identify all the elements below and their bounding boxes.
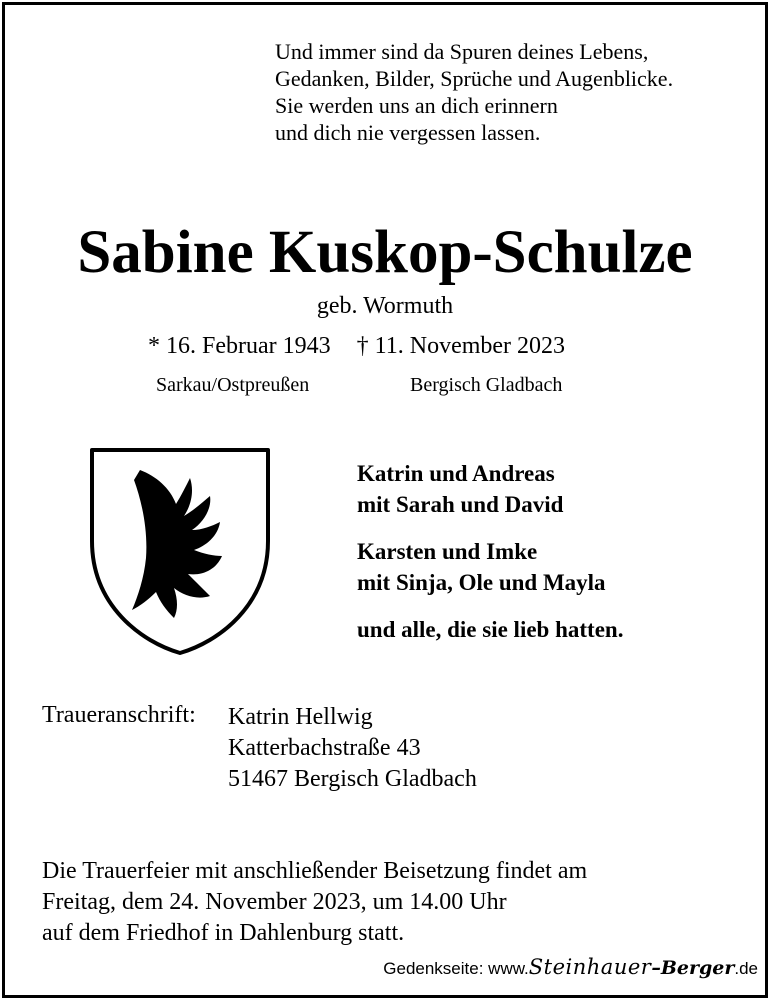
- mourner-line: mit Sinja, Ole und Mayla: [357, 570, 606, 595]
- poem-line: Sie werden uns an dich erinnern: [275, 93, 558, 118]
- footer-label: Gedenkseite: www.: [383, 959, 529, 978]
- domain-suffix: .de: [734, 959, 758, 978]
- death-date: † 11. November 2023: [356, 333, 566, 359]
- ceremony-line: auf dem Friedhof in Dahlenburg statt.: [42, 920, 405, 946]
- ceremony-notice: [42, 856, 587, 949]
- poem-line: Und immer sind da Spuren deines Lebens,: [275, 39, 649, 64]
- maiden-name: geb. Wormuth: [316, 293, 454, 319]
- address-line: Katterbachstraße 43: [228, 735, 421, 761]
- brand-name-part2: Berger: [660, 957, 735, 979]
- death-place: Bergisch Gladbach: [410, 374, 563, 396]
- poem-line: und dich nie vergessen lassen.: [275, 120, 541, 145]
- mourners-others: und alle, die sie lieb hatten.: [357, 617, 624, 642]
- ceremony-line: Die Trauerfeier mit anschließender Beisetzung findet am: [42, 858, 588, 884]
- address-label: Traueranschrift:: [42, 702, 196, 728]
- mourner-group: [357, 458, 563, 520]
- address-line: Katrin Hellwig: [228, 704, 373, 730]
- mourner-line: Katrin und Andreas: [357, 461, 555, 486]
- birth-date: * 16. Februar 1943: [148, 333, 331, 359]
- mourner-line: Karsten und Imke: [357, 539, 538, 564]
- mourner-line: mit Sarah und David: [357, 492, 564, 517]
- ceremony-line: Freitag, dem 24. November 2023, um 14.00 Uhr: [42, 889, 507, 915]
- coat-of-arms-shield-icon: [88, 446, 272, 656]
- memorial-poem: [275, 38, 673, 146]
- poem-line: Gedanken, Bilder, Sprüche und Augenblicke.: [275, 66, 674, 91]
- mourner-group: [357, 536, 606, 598]
- deceased-name: Sabine Kuskop-Schulze: [77, 219, 693, 286]
- memorial-page-link[interactable]: [383, 955, 758, 979]
- address-line: 51467 Bergisch Gladbach: [228, 766, 477, 792]
- brand-separator: –: [651, 957, 661, 979]
- brand-name-part1: Steinhauer: [528, 955, 652, 979]
- birth-place: Sarkau/Ostpreußen: [156, 374, 310, 396]
- life-dates: [148, 333, 565, 360]
- mourning-address: [228, 702, 477, 795]
